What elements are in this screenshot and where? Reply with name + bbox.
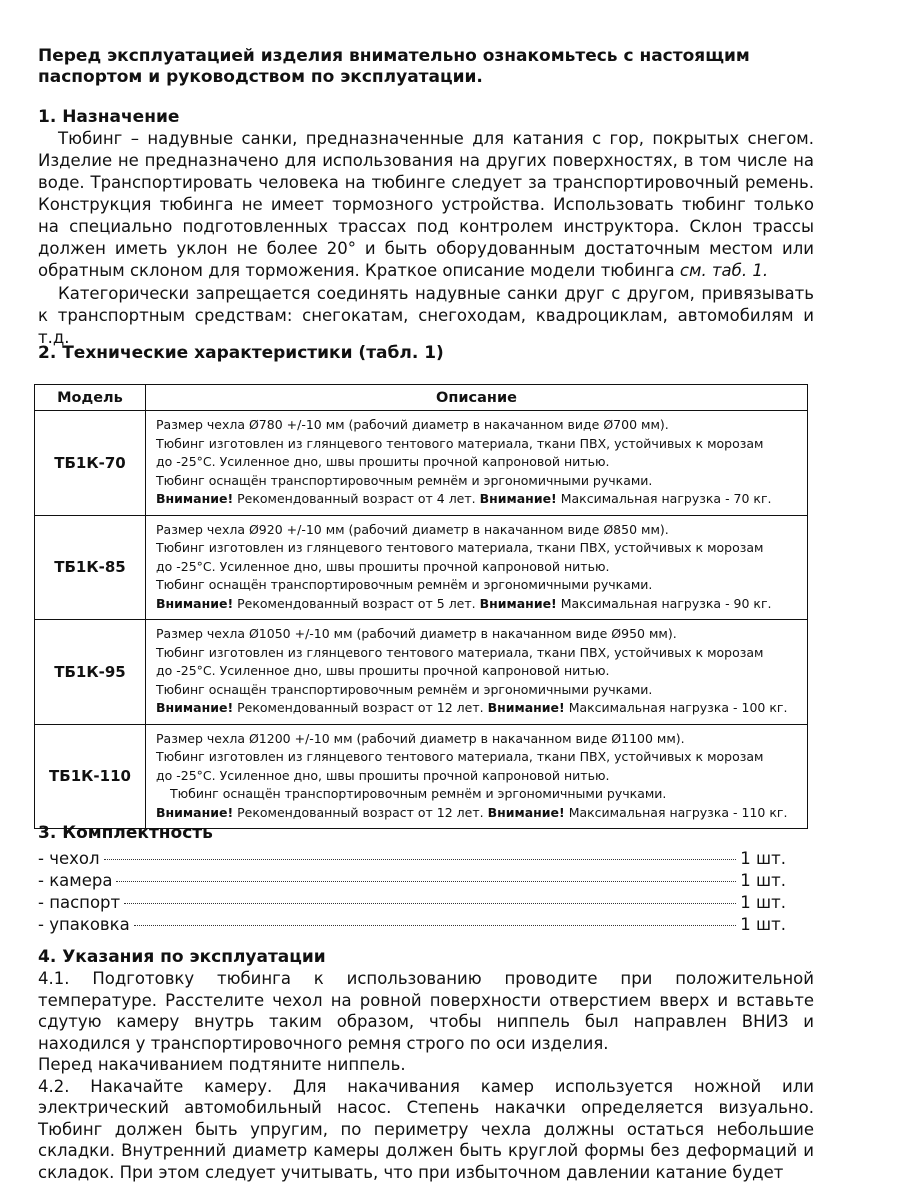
description-cell: Размер чехла Ø1200 +/-10 мм (рабочий диаметр в накачанном виде Ø1100 мм). Тюбинг изготовлен из глянцевого тентового материала, ткани ПВХ, устойчивых к морозам до -25°С. Усиленное дно, швы прошиты прочной капроновой нитью. Тюбинг оснащён транспортировочным ремнём и эргономичными ручками. Внимание! Рекомендованный возраст от 12 лет. Внимание! Максимальная нагрузка - 110 кг.: [146, 724, 808, 829]
list-item: - чехол 1 шт.: [38, 849, 786, 868]
kit-list: [38, 848, 786, 936]
model-cell: ТБ1К-85: [35, 515, 146, 620]
model-cell: ТБ1К-110: [35, 724, 146, 829]
model-cell: ТБ1К-95: [35, 620, 146, 725]
table-row: [35, 620, 808, 725]
model-cell: ТБ1К-70: [35, 411, 146, 516]
table-row: [35, 724, 808, 829]
list-item: - упаковка 1 шт.: [38, 915, 786, 934]
table-row: [35, 411, 808, 516]
section-1-paragraph-1: Тюбинг – надувные санки, предназначенные для катания с гор, покрытых снегом. Изделие не предназначено для использования на других поверхностях, в том числе на воде. Транспортировать человека на тюбинге следует за транспортировочный ремень. Конструкция тюбинга не имеет тормозного устройства. Использовать тюбинг только на специально подготовленных трассах под контролем инструктора. Склон трассы должен иметь уклон не более 20° и быть оборудованным достаточным местом или обратным склоном для торможения. Краткое описание модели тюбинга см. таб. 1.: [38, 129, 814, 280]
section-2-title: 2. Технические характеристики (табл. 1): [38, 343, 444, 363]
description-cell: Размер чехла Ø780 +/-10 мм (рабочий диаметр в накачанном виде Ø700 мм). Тюбинг изготовлен из глянцевого тентового материала, ткани ПВХ, устойчивых к морозам до -25°С. Усиленное дно, швы прошиты прочной капроновой нитью. Тюбинг оснащён транспортировочным ремнём и эргономичными ручками. Внимание! Рекомендованный возраст от 4 лет. Внимание! Максимальная нагрузка - 70 кг.: [146, 411, 808, 516]
instruction-4-1: 4.1. Подготовку тюбинга к использованию проводите при положительной температуре. Расстелите чехол на ровной поверхности отверстием вверх и вставьте сдутую камеру внутрь таким образом, чтобы ниппель был направлен ВНИЗ и находился у транспортировочного ремня строго по оси изделия.: [38, 969, 814, 1053]
instruction-note: Перед накачиванием подтяните ниппель.: [38, 1055, 406, 1074]
intro-warning: Перед эксплуатацией изделия внимательно ознакомьтесь с настоящим паспортом и руководством по эксплуатации.: [38, 46, 750, 87]
section-1-paragraph-2: Категорически запрещается соединять надувные санки друг с другом, привязывать к транспортным средствам: снегокатам, снегоходам, квадроциклам, автомобилям и т.д.: [38, 284, 814, 347]
section-1-title: 1. Назначение: [38, 107, 180, 127]
list-item: - камера 1 шт.: [38, 871, 786, 890]
table-header-row: [35, 385, 808, 411]
spec-table: [34, 384, 808, 829]
table-row: [35, 515, 808, 620]
section-4-title: 4. Указания по эксплуатации: [38, 947, 326, 967]
header-description: Описание: [146, 385, 808, 411]
section-3-title: 3. Комплектность: [38, 823, 213, 843]
list-item: - паспорт 1 шт.: [38, 893, 786, 912]
header-model: Модель: [35, 385, 146, 411]
section-4-body: [38, 968, 814, 1183]
description-cell: Размер чехла Ø920 +/-10 мм (рабочий диаметр в накачанном виде Ø850 мм). Тюбинг изготовлен из глянцевого тентового материала, ткани ПВХ, устойчивых к морозам до -25°С. Усиленное дно, швы прошиты прочной капроновой нитью. Тюбинг оснащён транспортировочным ремнём и эргономичными ручками. Внимание! Рекомендованный возраст от 5 лет. Внимание! Максимальная нагрузка - 90 кг.: [146, 515, 808, 620]
table-reference: см. таб. 1.: [679, 261, 769, 280]
description-cell: Размер чехла Ø1050 +/-10 мм (рабочий диаметр в накачанном виде Ø950 мм). Тюбинг изготовлен из глянцевого тентового материала, ткани ПВХ, устойчивых к морозам до -25°С. Усиленное дно, швы прошиты прочной капроновой нитью. Тюбинг оснащён транспортировочным ремнём и эргономичными ручками. Внимание! Рекомендованный возраст от 12 лет. Внимание! Максимальная нагрузка - 100 кг.: [146, 620, 808, 725]
instruction-4-2: 4.2. Накачайте камеру. Для накачивания камер используется ножной или электрический автомобильный насос. Степень накачки определяется визуально. Тюбинг должен быть упругим, по периметру чехла должны остаться небольшие складки. Внутренний диаметр камеры должен быть круглой формы без деформаций и складок. При этом следует учитывать, что при избыточном давлении катание будет: [38, 1076, 814, 1182]
